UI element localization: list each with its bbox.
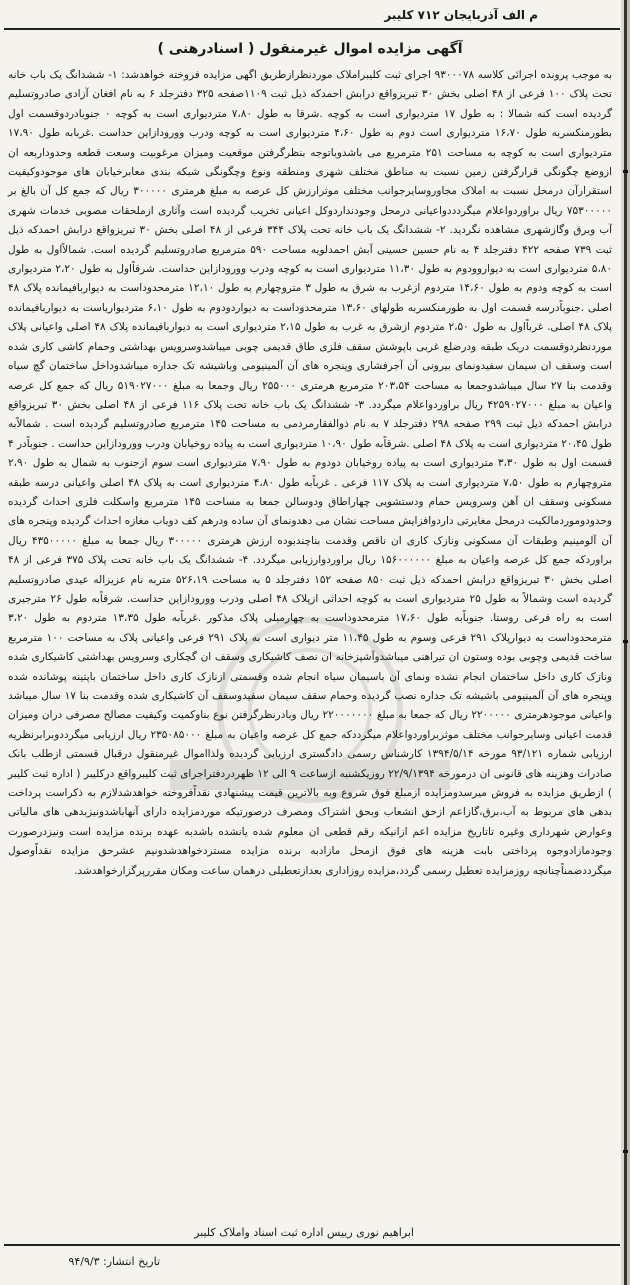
rule-mark (623, 170, 628, 173)
rule-mark (623, 1150, 628, 1153)
rule-mark (623, 640, 628, 643)
column-rule (621, 0, 630, 1285)
notice-title: آگهی مزایده اموال غیرمنقول ( اسنادرهنی ) (157, 41, 463, 57)
notice-body: به موجب پرونده اجرائی کلاسه ۹۳۰۰۰۷۸ اجرای ثبت کلیبراملاک موردنظرازطریق اگهی مزایده فروخته خواهدشد: ۱- ششدانگ یک باب خانه تحت پلاک ۱۰۰ فرعی از ۴۸ اصلی بخش ۳۰ تبریزواقع درابش احمدکه ذیل ثبت ۱۱۰۹صفحه ۳۲۵ دفترجلد ۶ به نام افغان آزادی صادروتسلیم گردیده است کنه شمالا : به طول ۱۷ متردیواری است به کوچه .شرقا به طول ۷،۸۰ متردیواری است به کوچه ۰ جنوبادردوقسمت اول بطورمنکسربه طول ۱۶،۷۰ متردیواری است دوم به طول ۴،۶۰ متردیواری است به کوچه ودرب وورودازاین حداست .غربابه طول ۱۷،۹۰ متردیواری است به کوچه به مساحت ۲۵۱ مترمربع می باشدوباتوجه بنظرگرفتن موقعیت ومیزان مرغوبیت وسعت قطعه وحدوداربعه ان ازوضع چگونگی قرارگرفتن زمین نسبت به مناطق مختلف شهری ومنطقه ونوع وچگونگی شبکه بندی معابرخیابان های موجودوکیفیت استقرارآن درمحل نسبت به املاک مجاوروسایرجوانب مختلف موثرارزش کل عرصه به مبلغ هرمتری ۳۰۰۰۰۰ ریال که جمع کل آن بالغ بر ۷۵۳۰۰۰۰۰ ریال براوردواعلام میگردددواعیانی درمحل وجودنداردوکل اعیانی تخریب گردیده است وآثاری ازملحقات مصوبی خدمات شهری آب وبرق وگازشهری مشاهده نگردید. ۲- ششدانگ یک باب خانه تحت پلاک ۳۴۴ فرعی از ۴۸ اصلی بخش ۳۰ تبریزواقع درابش احمدکه ذیل ثبت ۷۳۹ صفحه ۴۲۲ دفترجلد ۴ به نام حسین حسینی آبش احمدلویه مساحت ۵۹۰ مترمربع صادروتسلیم گردیده است. شمالاًاول به طول ۵،۸۰ متردیواری است به دیواروودوم به طول ۱۱،۳۰ متردیواری است به کوچه ودرب وورودازاین حداست. شرقاًاول به طول ۲،۲۰ متردیواری است به کوچه ودوم به طول ۱۴،۶۰ متردوم ازغرب به شرق به طول ۳ متروچهارم به طول ۱۲،۱۰ مترمحدوداست به دیواربافیمانده پلاک ۴۸ اصلی .جنوباًدرسه قسمت اول به طورمنکسربه طولهای ۱۳،۶۰ مترمحدوداست به دیواردودوم به طول ۶،۱۰ متردیواریاست به دیواربافیمانده پلاک ۴۸ اصلی. غرباًاول به طول ۲،۵۰ متردوم ازشرق به غرب به طول ۲،۱۵ متردیواری است به دیواربافیمانده پلاک ۴۸ اصلی واعیانی پلاک موردنظردوقسمت دریک طبقه ودرضلع غربی باپوشش سقف فلزی طاق قدیمی چوبی میباشدوسرویس بهداشتی وحمام کاشی کاری شده است وسقف ان سیمان سفیدونمای بیرونی آن آجرفشاری وپنجره های آن آلمینیومی وباشیشه تک جداره میباشدوداخل ساختمان گچ سیاه وقدمت بنا ۲۷ سال میباشدوجمعا به مساحت ۲۰۳،۵۴ مترمربع هرمتری ۲۵۵۰۰۰ ریال وجمعا به مبلغ ۵۱۹۰۲۷۰۰۰ ریال که جمع کل عرصه واعیان به مبلغ ۴۲۵۹۰۲۷۰۰۰ ریال براوردواعلام میگردد. ۳- ششدانگ یک باب خانه تحت پلاک ۱۱۶ فرعی از ۴۸ اصلی بخش ۳۰ تبریزواقع درابش احمدکه ذیل ثبت ۲۹۹ صفحه ۲۹۸ دفترجلد ۷ به نام ذوالفقارمردمی به مساحت ۱۴۵ مترمربع صادروتسلیم گردیده است . شمالاًبه طول ۲۰،۴۵ متردیواری است به پلاک ۴۸ اصلی .شرقاًبه طول ۱۰،۹۰ متردیواری است به پیاده روخیابان ودرب وورودازاین حداست . جنوباًدر ۴ قسمت اول به طول ۳،۳۰ متردیواری است به پیاده روخیابان دودوم به طول ۷،۹۰ متردیواری است سوم ازجنوب به شمال به طول ۲،۹۰ متروچهارم به طول ۷،۵۰ متردیواری است به پلاک ۱۱۷ فرعی . غرباًبه طول ۴،۸۰ متردیواری است به پلاک ۴۸ اصلی واعیانی درسه طبقه مسکونی وسقف ان آهن وسرویس حمام ودستشویی چهاراطاق ودوسالن جمعا به مساحت ۱۴۵ مترمربع واسکلت فلزی احداث گردیده وحدودوموردمالکیت درمحل مغایرتی داردوافزایش مساحت نشان می دهدونمای آن ساده ودرهم کف دوباب مغازه احداث گردیده وپنجره های آن آلومینیم وطبقات آن مسکونی ونازک کاری ان ناقص وقدمت بناچندبوده ارزش هرمتری ۳۰۰۰۰۰ ریال جمعا به مبلغ ۴۳۵۰۰۰۰۰ ریال براوردکه جمع کل عرصه واعیان به مبلغ ۱۵۶۰۰۰۰۰۰ ریال براوردوارزیابی میگردد. ۴- ششدانگ یک باب خانه تحت پلاک ۳۷۵ فرعی از ۴۸ اصلی بخش ۳۰ تبریزواقع درابش احمدکه ذیل ثبت ۸۵۰ صفحه ۱۵۲ دفترجلد ۵ به مساحت ۵۲۶،۱۹ متربه نام عزیزاله عیدی صادروتسلیم گردیده است وشمالاً به طول ۲۵ متردیواری است به کوچه احداثی ازپلاک ۴۸ اصلی ودرب وورودازاین حداست. شرقاًبه طول ۲۶ مترجیری است به راه فرعی روستا. جنوباًبه طول ۱۷،۶۰ مترمحدوداست به چهارمیلی پلاک مذکور .غرباًبه طول ۱۳،۳۵ متردوم به طول ۳،۲۰ مترمحدوداست به دیوارپلاک ۲۹۱ فرعی وسوم به طول ۱۱،۴۵ متر دیواری است به پلاک ۲۹۱ فرعی واعیانی پلاک به مساحت ۱۰۰ مترمربع ساخت قدیمی وچوبی بوده وستون ان تیراهنی میباشدوآشپزخانه ان نصف کاشیکاری وسقف ان گچکاری وسرویس بهداشتی کاشیکاری شده ونازک کاری داخل ساختمان انجام نشده ونمای آن باسیمان سیاه انجام شده وقسمتی ازنازک کاری داخل ساختمان باپتینه پوشانده شده وپنجره های آن آلمینیومی باشیشه تک جداره نصب گردیده وحمام سقف سیمان سفیدوسقف آن کاشیکاری شده وقدمت بنا ۱۷ سال میباشد واعیانی موجودهرمتری ۲۲۰۰۰۰۰ ریال که جمعا به مبلغ ۲۲۰۰۰۰۰۰۰ ریال وبادرنظرگرفتن نوع بناوکمیت وکیفیت مصالح مصرفی دران ومیزان قدمت اعیانی وسایرجوانب مختلف موثربراوردواعلام میگرددکه جمع کل عرصه واعیان به مبلغ ۲۳۵۰۸۵۰۰۰ ریال ارزیابی میگرددوبرابرنظریه ارزیابی شماره ۹۳/۱۲۱ مورخه ۱۳۹۴/۵/۱۴ کارشناس رسمی دادگستری ارزیابی گردیده ولذااموال غیرمنقول درقبال قسمتی ازطلب بانک صادرات وهزینه های قانونی ان درمورخه ۲۲/۹/۱۳۹۴ روزیکشنبه ازساعت ۹ الی ۱۲ ظهردردفتراجرای ثبت کلیبرواقع درکلیبر ( اداره ثبت کلیبر ) ازطریق مزایده به فروش میرسدومزایده ازمبلغ فوق شروع وبه بالاترین قیمت پیشنهادی نقداًفروخته خواهدشدلازم به ذکراست پرداخت بدهی های مربوط به آب،برق،گازاعم ازحق انشعاب وبحق اشتراک ومصرف درصورتیکه موردمزایده دارای آنهاباشدونیزبدهی های مالیاتی وعوارض شهرداری وغیره تاتاریخ مزایده اعم ازانیکه رقم قطعی ان معلوم شده یانشده باشدبه عهده برنده مزایده است ونیزدرصورت وجودمازادوجوه پرداختی بابت هزینه های فوق ازمحل مازادبه برنده مزایده مستردخواهدشدونیم عشرحق مزایده نقداًوصول میگرددضمناًچنانچه روزمزایده تعطیل رسمی گردد،مزایده روزاداری بعدازتعطیلی درهمان ساعت ومکان مقررپرگزارخواهدشد. (8, 69, 613, 877)
ad-code-label: م الف آذربایجان ۷۱۲ کلیبر (384, 8, 538, 22)
signature-line: ابراهیم نوری رییس اداره ثبت اسناد واملاک کلیبر (194, 1226, 414, 1239)
publication-date: تاریخ انتشار: ۹۴/۹/۳ (68, 1255, 160, 1268)
